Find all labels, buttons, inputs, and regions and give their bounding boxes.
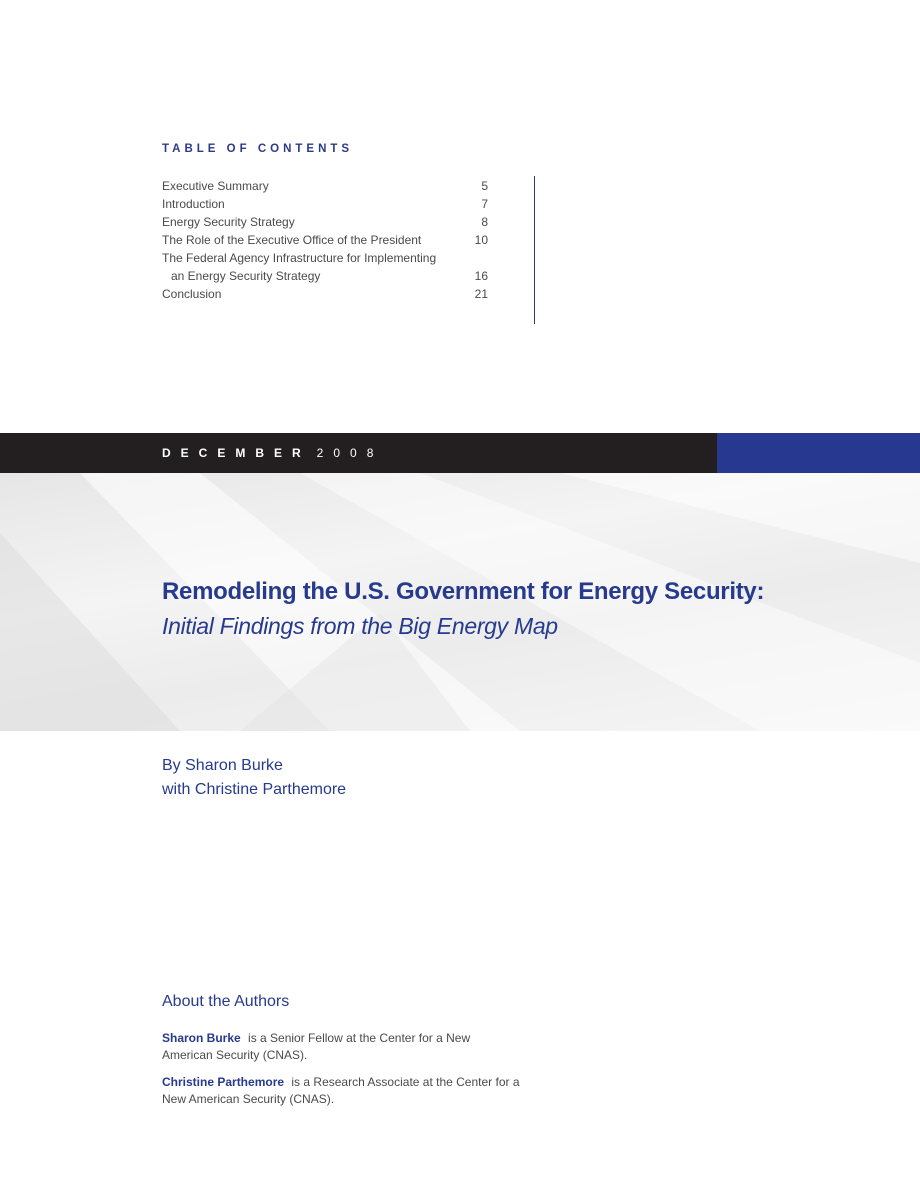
toc-heading: TABLE OF CONTENTS [162,143,354,155]
about-authors-heading: About the Authors [162,993,290,1010]
author-bio [162,1030,522,1064]
toc-entry-title: Energy Security Strategy [162,215,295,229]
report-subtitle: Initial Findings from the Big Energy Map [162,613,558,639]
toc-entry[interactable] [162,249,488,267]
toc-entry[interactable] [162,195,488,213]
toc-entry[interactable] [162,285,488,303]
toc-entry-title: Executive Summary [162,179,269,193]
publication-date [162,433,383,473]
toc-entry-page: 5 [481,179,488,193]
toc-entry-page: 10 [474,233,488,247]
author-name: Christine Parthemore [162,1075,285,1089]
toc-entry-title: The Role of the Executive Office of the President [162,233,422,247]
toc-entry-page: 21 [474,287,488,301]
toc-entry[interactable] [162,213,488,231]
toc-entry-title: Conclusion [162,287,222,301]
byline-author: By Sharon Burke [162,757,283,774]
toc-entry-page: 7 [481,197,488,211]
toc-divider [534,176,535,324]
toc-entry-title: Introduction [162,197,225,211]
toc-entry[interactable] [162,231,488,249]
author-name: Sharon Burke [162,1031,241,1045]
toc-entry-title: The Federal Agency Infrastructure for Implementing [162,251,437,265]
author-bio [162,1074,522,1108]
toc-entry-page: 8 [481,215,488,229]
author-bio-text: is a Senior Fellow at the Center for a New American Security (CNAS). [162,1031,471,1062]
author-bio-text: is a Research Associate at the Center for a New American Security (CNAS). [162,1075,520,1106]
toc-entry-page: 16 [474,269,488,283]
toc-entry[interactable] [162,267,488,285]
date-month: DECEMBER [162,446,311,460]
toc-entry[interactable] [162,177,488,195]
byline-coauthor: with Christine Parthemore [162,781,347,798]
byline [162,754,346,802]
date-bar-accent [717,433,920,473]
report-title: Remodeling the U.S. Government for Energy Security: [162,578,765,605]
toc-list [162,177,488,303]
date-year: 2008 [316,446,384,460]
toc-entry-title: an Energy Security Strategy [171,269,321,283]
